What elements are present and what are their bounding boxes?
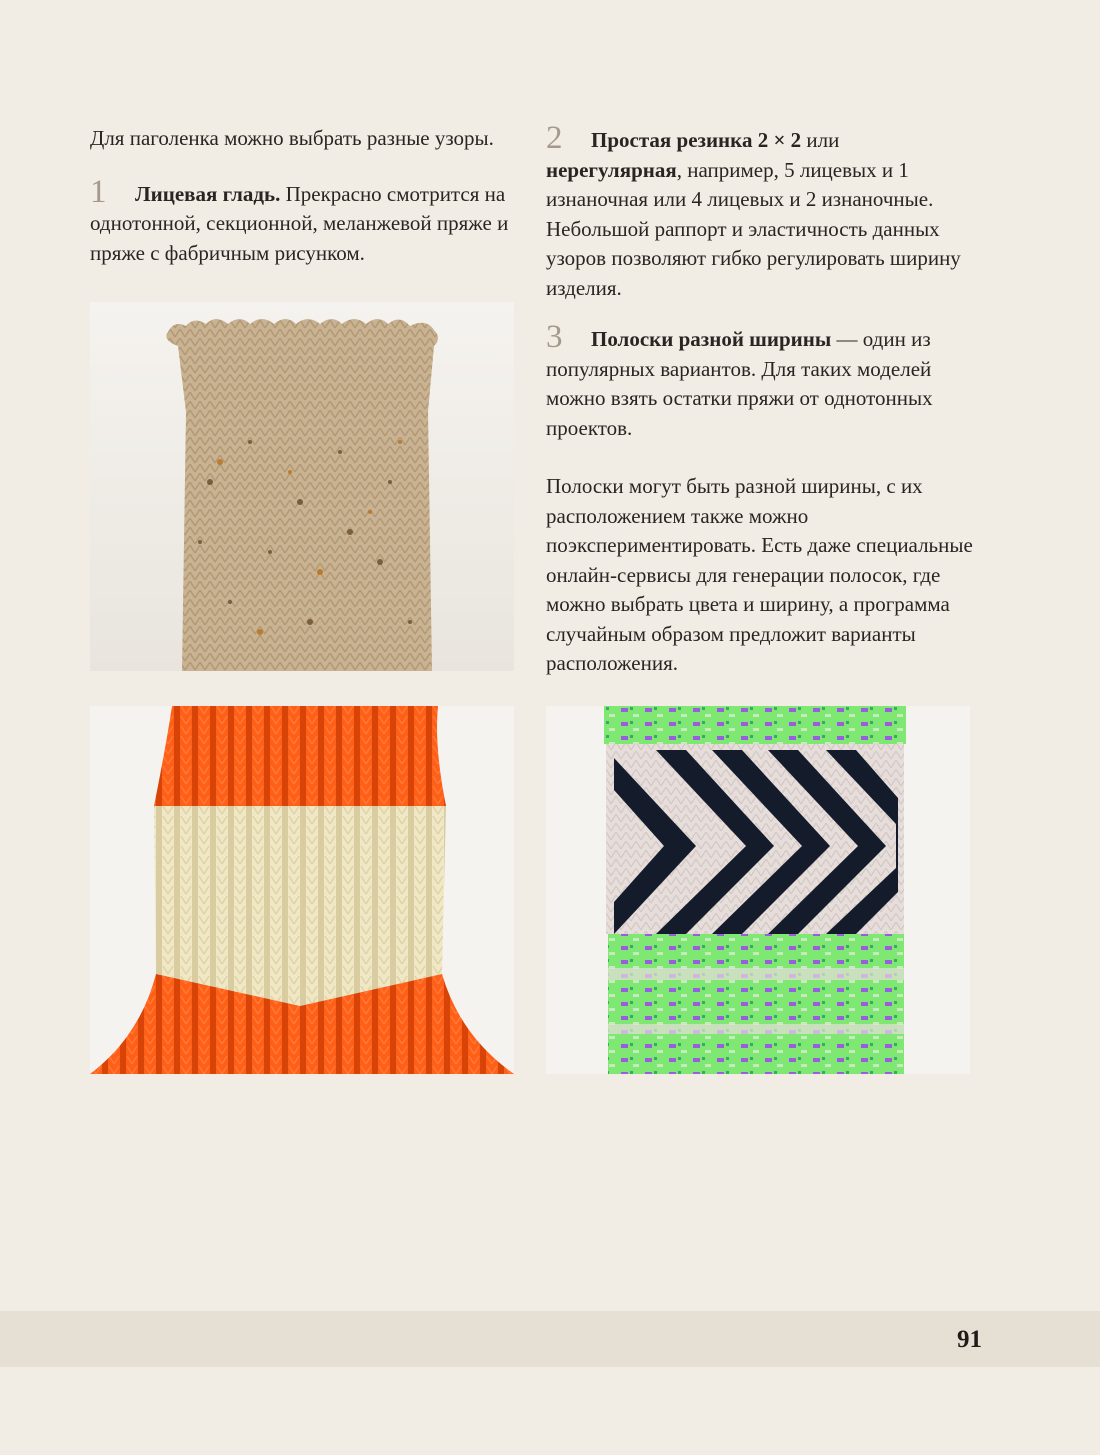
item-3-text: — один из популярных вариантов. Для таких моделей можно взять остатки пряжи от однотонных проектов. bbox=[546, 327, 933, 440]
photo-stockinette-sock bbox=[90, 302, 514, 671]
item-2-or: или bbox=[801, 128, 840, 152]
item-2-title-2: нерегулярная bbox=[546, 157, 677, 182]
right-column bbox=[546, 120, 974, 679]
item-1-title: Лицевая гладь. bbox=[135, 181, 281, 206]
page-number: 91 bbox=[957, 1326, 982, 1353]
photo-rib-sock bbox=[90, 706, 514, 1074]
stripes-paragraph: Полоски могут быть разной ширины, с их расположением также можно поэкспериментировать. Есть даже специальные онлайн-сервисы для генерации полосок, где можно выбрать цвета и ширину, а программа случайным образом предложит варианты расположения. bbox=[546, 474, 973, 675]
item-2-number: 2 bbox=[546, 120, 563, 156]
item-1-number: 1 bbox=[90, 173, 107, 210]
item-3 bbox=[546, 319, 974, 443]
item-3-number: 3 bbox=[546, 319, 563, 355]
item-1-text: Прекрасно смотрится на однотонной, секционной, меланжевой пряже и пряже с фабричным рисунком. bbox=[90, 181, 509, 265]
intro-text: Для паголенка можно выбрать разные узоры. bbox=[90, 126, 494, 150]
item-1 bbox=[90, 173, 515, 269]
photo-colorwork-sock bbox=[546, 706, 970, 1074]
item-2-title: Простая резинка 2 × 2 bbox=[591, 128, 802, 152]
item-2 bbox=[546, 120, 974, 303]
footer-band bbox=[0, 1311, 1100, 1367]
left-column bbox=[90, 124, 515, 268]
item-3-title: Полоски разной ширины bbox=[591, 327, 832, 351]
item-2-text: , например, 5 лицевых и 1 изнаночная или 4 лицевых и 2 изнаночные. Небольшой раппорт и эластичность данных узоров позволяют гибко регулировать ширину изделия. bbox=[546, 157, 961, 300]
